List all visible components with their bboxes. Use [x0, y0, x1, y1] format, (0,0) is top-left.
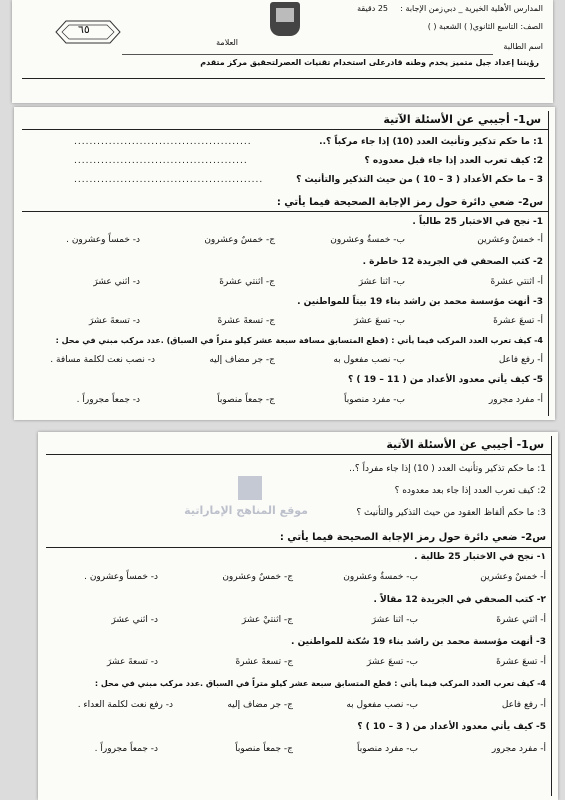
mcq-4-option-d: د- نصب نعت لكلمة مسافة .	[50, 355, 155, 365]
mcq-2-option-a: أ- اثنتي عشرةَ	[490, 277, 543, 287]
exam-header-sheet	[12, 0, 553, 103]
header-divider	[22, 78, 545, 79]
mcq-5-option-c: ج- جمعاً منصوباً	[217, 395, 275, 405]
q2-title-line	[46, 547, 552, 548]
mcq-5-option-b: ب- مفرد منصوباً	[343, 395, 405, 405]
q1-title: س1- أجيبي عن الأسئلة الآتية	[386, 438, 544, 451]
mcq-2-option-c: ج- اثنتي عشرةَ	[219, 277, 275, 287]
mcq-1-stem: ١- نجح في الاختبار 25 طالبة .	[414, 552, 546, 562]
mcq-5-option-d: د- جمعاً مجروراً .	[94, 744, 158, 754]
mcq-2-option-d: د- اثني عشرَ	[111, 615, 158, 625]
q2-title: س2- ضعي دائرة حول رمز الإجابة الصحيحة فيما يأتي :	[276, 197, 543, 208]
mcq-1-option-d: د- خمساً وعشرون .	[84, 572, 158, 582]
q1-item-3: 3 – ما حكم الأعداد ( 3 – 10 ) من حيث التذكير والتأنيث ؟	[296, 175, 543, 185]
grade-label: العلامة	[216, 38, 238, 47]
mcq-1-option-b: ب- خمسةٌ وعشرون	[330, 235, 405, 245]
mcq-5-stem: 5- كيف يأتي معدود الأعداد من ( 3 – 10 ) ؟	[357, 722, 546, 732]
mcq-2-stem: ٢- كتب الصحفي في الجريدة 12 مقالاً .	[373, 595, 546, 605]
answer-dots: .............................................	[74, 156, 248, 166]
q1-item-1: 1: ما حكم تذكير وتأنيث العدد ( 10) إذا جاء مفرداً ؟..	[349, 464, 546, 474]
mcq-5-option-d: د- جمعاً مجروراً .	[76, 395, 140, 405]
mcq-3-option-c: ج- تسعةَ عشرةَ	[217, 316, 275, 326]
mcq-2-option-d: د- اثني عشرَ	[93, 277, 140, 287]
q2-title-line	[22, 211, 549, 212]
mcq-1-option-a: أ- خمسٌ وعشرين	[480, 572, 546, 582]
mcq-3-option-a: أ- تسعَ عشرةَ	[496, 657, 546, 667]
mcq-5-option-c: ج- جمعاً منصوباً	[235, 744, 293, 754]
mcq-1-option-a: أ- خمسٌ وعشرين	[477, 235, 543, 245]
watermark-logo	[184, 464, 308, 528]
mcq-2-option-b: ب- اثنا عشرَ	[358, 277, 405, 287]
mcq-4-option-d: د- رفع نعت لكلمة العداء .	[77, 700, 173, 710]
mcq-1-option-c: ج- خمسٌ وعشرون	[204, 235, 275, 245]
answer-dots: ..............................................	[74, 137, 252, 147]
mcq-2-stem: 2- كتب الصحفي في الجريدة 12 خاطرة .	[362, 257, 543, 267]
mcq-1-option-c: ج- خمسٌ وعشرون	[222, 572, 293, 582]
question-sheet-b	[38, 432, 558, 800]
mcq-5-option-b: ب- مفرد منصوباً	[356, 744, 418, 754]
mcq-3-option-d: د- تسعةَ عشرَ	[88, 316, 140, 326]
mcq-3-stem: 3- أنهت مؤسسة محمد بن راشد بناء 19 بيتاً للمواطنين .	[297, 297, 543, 307]
school-name: المدارس الأهلية الخيرية _ دبي	[443, 4, 543, 13]
mcq-4-stem: 4- كيف تعرب العدد المركب فيما يأتي : قطع المتسابق سبعة عشر كيلو متراً في السباق .عدد مركب مبني في محل :	[94, 679, 546, 688]
mcq-3-option-d: د- تسعةَ عشرَ	[106, 657, 158, 667]
q1-item-1: 1: ما حكم تذكير وتأنيث العدد (10) إذا جاء مركباً ؟..	[319, 137, 543, 147]
mcq-1-stem: 1- نجح في الاختبار 25 طالباً .	[412, 217, 543, 227]
watermark-icon	[238, 476, 262, 500]
mcq-3-option-b: ب- تسعَ عشرَ	[353, 316, 405, 326]
mcq-4-stem: 4- كيف تعرب العدد المركب فيما يأتي : (قطع المتسابق مسافة سبعة عشر كيلو متراً في السباق) .عدد مركب مبني في محل :	[55, 336, 543, 345]
school-vision: رؤيتنا إعداد جيل متميز يخدم وطنه قادرعلى استخدام تقنيات العصرلتحقيق مركز متقدم	[200, 58, 539, 67]
time-value: 25 دقيقة	[357, 4, 388, 13]
q1-title-line	[22, 129, 549, 130]
mcq-2-option-a: أ- اثني عشرةَ	[496, 615, 546, 625]
q1-item-2: 2: كيف تعرب العدد إذا جاء بعد معدوده ؟	[394, 486, 546, 496]
mcq-4-option-c: ج- جر مضاف إليه	[227, 700, 293, 710]
q1-item-3: 3: ما حكم ألفاظ العقود من حيث التذكير والتأنيث ؟	[356, 508, 546, 518]
mcq-5-option-a: أ- مفرد مجرور	[491, 744, 546, 754]
q2-title: س2- ضعي دائرة حول رمز الإجابة الصحيحة فيما يأتي :	[279, 532, 546, 543]
q1-item-2: 2: كيف تعرب العدد إذا جاء قبل معدوده ؟	[364, 156, 543, 166]
school-emblem-icon	[270, 2, 300, 36]
time-label: زمن الإجابة :	[400, 4, 443, 13]
mcq-3-stem: 3- أنهت مؤسسة محمد بن راشد بناء 19 سُكنة للمواطنين .	[291, 637, 546, 647]
mcq-3-option-a: أ- تسعَ عشرةَ	[493, 316, 543, 326]
mcq-5-option-a: أ- مفرد مجرور	[488, 395, 543, 405]
student-name-label: اسم الطالبة	[503, 42, 543, 51]
mcq-4-option-c: ج- جر مضاف إليه	[209, 355, 275, 365]
answer-dots: .................................................	[74, 175, 264, 185]
question-sheet-a	[14, 107, 555, 420]
mcq-4-option-b: ب- نصب مفعول به	[333, 355, 405, 365]
mcq-2-option-c: ج- اثنتيْ عشرَ	[241, 615, 293, 625]
mcq-4-option-a: أ- رفع فاعل	[498, 355, 543, 365]
mcq-2-option-b: ب- اثنا عشرَ	[371, 615, 418, 625]
mcq-3-option-c: ج- تسعةَ عشرةَ	[235, 657, 293, 667]
border-right	[548, 111, 549, 416]
grade-seal-text: ٦٥	[78, 23, 90, 36]
class-line: الصف: التاسع الثانوي( ) الشعبة ( )	[427, 22, 543, 31]
mcq-5-stem: 5- كيف يأتي معدود الأعداد من ( 11 – 19 ) ؟	[348, 375, 543, 385]
mcq-1-option-d: د- خمساً وعشرون .	[66, 235, 140, 245]
mcq-4-option-b: ب- نصب مفعول به	[346, 700, 418, 710]
mcq-3-option-b: ب- تسعَ عشرَ	[366, 657, 418, 667]
name-line	[122, 54, 493, 55]
q1-title: س1- أجيبي عن الأسئلة الآتية	[383, 113, 541, 126]
mcq-4-option-a: أ- رفع فاعل	[501, 700, 546, 710]
border-right	[551, 436, 552, 796]
q1-title-line	[46, 454, 552, 455]
mcq-1-option-b: ب- خمسةٌ وعشرون	[343, 572, 418, 582]
watermark-text: موقع المناهج الإماراتية	[184, 504, 308, 517]
